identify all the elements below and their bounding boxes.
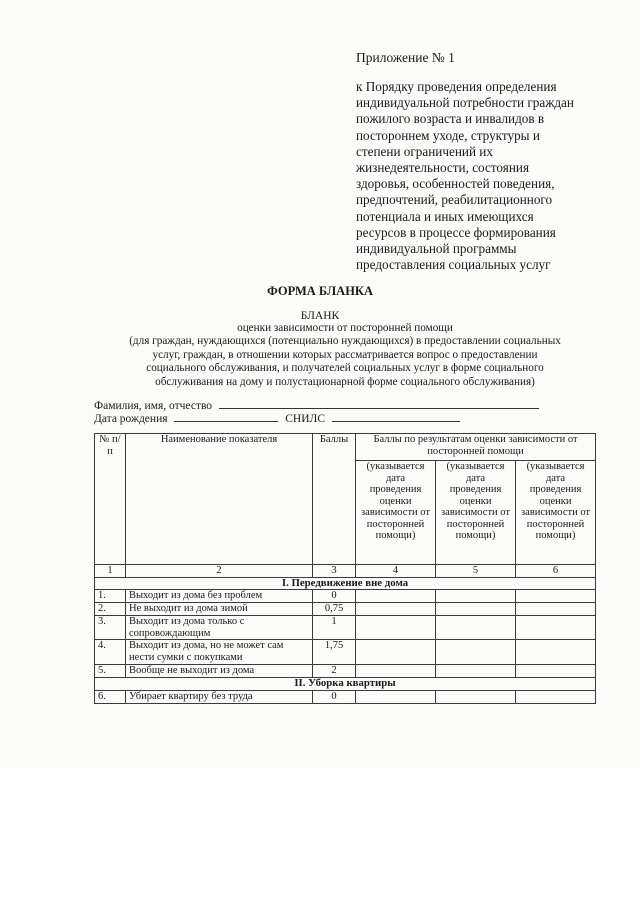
appendix-line: потенциала и иных имеющихся [356,208,534,224]
row-indicator: Выходит из дома без проблем [126,590,313,603]
section-title: I. Передвижение вне дома [95,577,596,590]
blank-subtitle [0,322,640,389]
appendix-line: к Порядку проведения определения [356,79,557,94]
row-points: 2 [313,665,356,678]
column-number: 3 [313,565,356,578]
appendix-line: жизнедеятельности, состояния [356,160,530,176]
blank-subtitle-line: услуг, граждан, в отношении которых рассматривается вопрос о предоставлении [152,348,538,361]
row-points: 1,75 [313,640,356,665]
name-label: Фамилия, имя, отчество [94,400,213,412]
snils-field[interactable] [332,410,460,422]
appendix-line: здоровья, особенностей поведения, [356,176,555,192]
score-cell[interactable] [436,590,516,603]
blank-subtitle-line: (для граждан, нуждающихся (потенциально нуждающихся) в предоставлении социальных [129,335,561,348]
score-cell[interactable] [436,603,516,616]
table-row [95,640,596,665]
score-cell[interactable] [516,665,596,678]
score-cell[interactable] [356,616,436,640]
form-heading: ФОРМА БЛАНКА [266,284,374,298]
appendix-line: индивидуальной потребности граждан [356,95,574,111]
column-number: 2 [126,565,313,578]
appendix-title: Приложение № 1 [356,50,455,65]
header-num: № п/п [95,434,126,565]
section-title: II. Уборка квартиры [95,678,596,691]
row-num: 4. [95,640,126,665]
appendix-line: ресурсов в процессе формирования [356,224,556,240]
score-cell[interactable] [356,590,436,603]
column-number: 1 [95,565,126,578]
birth-date-field[interactable] [174,410,278,422]
row-points: 0,75 [313,603,356,616]
table-row [95,590,596,603]
row-indicator: Вообще не выходит из дома [126,665,313,678]
blank-title: БЛАНК [300,310,340,322]
appendix-text [356,79,616,273]
score-cell[interactable] [516,590,596,603]
header-result-group: Баллы по результатам оценки зависимости от посторонней помощи [356,434,596,461]
row-num: 5. [95,665,126,678]
score-cell[interactable] [516,640,596,665]
table-row [95,665,596,678]
blank-subtitle-line: оценки зависимости от посторонней помощи [237,322,453,334]
score-cell[interactable] [516,690,596,703]
score-cell[interactable] [356,665,436,678]
header-name: Наименование показателя [126,434,313,565]
row-num: 6. [95,690,126,703]
column-number: 5 [436,565,516,578]
row-points: 0 [313,690,356,703]
score-cell[interactable] [436,640,516,665]
appendix-line: степени ограничений их [356,143,493,159]
table-row [95,603,596,616]
appendix-line: предпочтений, реабилитационного [356,192,553,208]
row-num: 3. [95,616,126,640]
section-row [95,577,596,590]
section-row [95,678,596,691]
name-field[interactable] [219,397,539,409]
score-cell[interactable] [516,616,596,640]
header-date-cell[interactable]: (указывается дата проведения оценки зависимости от посторонней помощи) [356,461,436,565]
appendix-line: индивидуальной программы [356,241,517,257]
assessment-table [94,433,596,704]
row-indicator: Выходит из дома только с сопровождающим [126,616,313,640]
birth-date-label: Дата рождения [94,413,168,425]
header-date-cell[interactable]: (указывается дата проведения оценки зависимости от посторонней помощи) [436,461,516,565]
header-points: Баллы [313,434,356,565]
birth-snils-row [94,410,460,425]
score-cell[interactable] [436,690,516,703]
row-points: 0 [313,590,356,603]
score-cell[interactable] [356,603,436,616]
blank-subtitle-line: обслуживания на дому и полустационарной форме социального обслуживания) [155,375,535,388]
row-indicator: Не выходит из дома зимой [126,603,313,616]
row-num: 1. [95,590,126,603]
table-header-row [95,434,596,461]
row-points: 1 [313,616,356,640]
score-cell[interactable] [436,616,516,640]
score-cell[interactable] [516,603,596,616]
blank-subtitle-line: социального обслуживания, и получателей социальных услуг в форме социального [146,362,544,375]
row-num: 2. [95,603,126,616]
score-cell[interactable] [356,690,436,703]
appendix-line: предоставления социальных услуг [356,257,551,273]
appendix-line: пожилого возраста и инвалидов в [356,111,545,127]
score-cell[interactable] [436,665,516,678]
snils-label: СНИЛС [285,413,326,425]
column-number-row [95,565,596,578]
table-row [95,690,596,703]
column-number: 4 [356,565,436,578]
appendix-line: постороннем уходе, структуры и [356,127,540,143]
header-date-cell[interactable]: (указывается дата проведения оценки зависимости от посторонней помощи) [516,461,596,565]
row-indicator: Убирает квартиру без труда [126,690,313,703]
score-cell[interactable] [356,640,436,665]
row-indicator: Выходит из дома, но не может сам нести сумки с покупками [126,640,313,665]
column-number: 6 [516,565,596,578]
table-row [95,616,596,640]
